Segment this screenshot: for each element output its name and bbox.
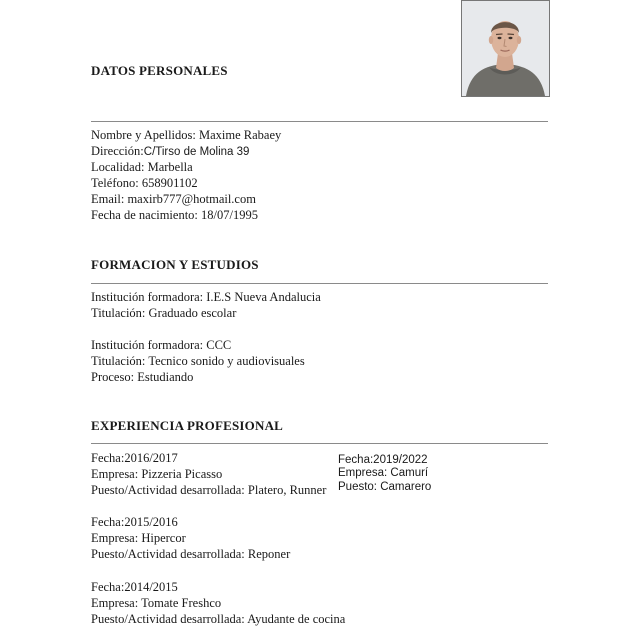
process-value: Estudiando — [137, 370, 194, 384]
education-degree-line — [91, 353, 305, 369]
company-value: Pizzeria Picasso — [141, 467, 223, 481]
institution-value: CCC — [206, 338, 232, 352]
personal-email-line — [91, 191, 256, 207]
dob-label: Fecha de nacimiento: — [91, 208, 198, 222]
section-heading-personal: DATOS PERSONALES — [91, 63, 228, 78]
divider-experience — [91, 443, 548, 444]
role-value: Camarero — [380, 481, 432, 493]
company-value: Camurí — [390, 467, 429, 479]
role-label: Puesto/Actividad desarrollada: — [91, 483, 245, 497]
experience-role-line — [91, 546, 290, 562]
profile-photo — [461, 0, 550, 97]
degree-label: Titulación: — [91, 354, 146, 368]
city-value: Marbella — [147, 160, 193, 174]
education-institution-line — [91, 289, 321, 305]
date-label: Fecha: — [338, 454, 374, 466]
experience-date-line — [91, 579, 178, 595]
phone-value: 658901102 — [141, 176, 198, 190]
city-label: Localidad: — [91, 160, 145, 174]
section-heading-experience: EXPERIENCIA PROFESIONAL — [91, 418, 284, 433]
role-value: Platero, Runner — [247, 483, 327, 497]
name-value: Maxime Rabaey — [198, 128, 282, 142]
degree-value: Tecnico sonido y audiovisuales — [148, 354, 305, 368]
degree-value: Graduado escolar — [148, 306, 237, 320]
experience-role-line — [338, 480, 431, 494]
date-value: 2019/2022 — [373, 454, 428, 466]
experience-role-line — [91, 482, 326, 498]
divider-education — [91, 283, 548, 284]
experience-date-line — [338, 453, 428, 467]
experience-company-line — [91, 595, 221, 611]
institution-label: Institución formadora: — [91, 338, 204, 352]
degree-label: Titulación: — [91, 306, 146, 320]
address-value: C/Tirso de Molina 39 — [143, 146, 250, 158]
personal-city-line — [91, 159, 193, 175]
experience-company-line — [91, 530, 186, 546]
role-label: Puesto/Actividad desarrollada: — [91, 547, 245, 561]
email-label: Email: — [91, 192, 125, 206]
experience-date-line — [91, 514, 178, 530]
company-label: Empresa: — [91, 596, 139, 610]
company-value: Tomate Freshco — [141, 596, 222, 610]
personal-address-line — [91, 143, 249, 160]
divider-personal — [91, 121, 548, 122]
company-label: Empresa: — [338, 467, 388, 479]
email-value: maxirb777@hotmail.com — [127, 192, 256, 206]
experience-role-line — [91, 611, 345, 627]
company-value: Hipercor — [141, 531, 186, 545]
name-label: Nombre y Apellidos: — [91, 128, 196, 142]
experience-company-line — [338, 466, 428, 480]
date-label: Fecha: — [91, 515, 125, 529]
date-value: 2015/2016 — [124, 515, 178, 529]
person-portrait-icon — [462, 1, 549, 96]
date-value: 2016/2017 — [124, 451, 178, 465]
role-label: Puesto/Actividad desarrollada: — [91, 612, 245, 626]
company-label: Empresa: — [91, 467, 139, 481]
personal-name-line — [91, 127, 281, 143]
experience-date-line — [91, 450, 178, 466]
education-institution-line — [91, 337, 231, 353]
role-label: Puesto: — [338, 481, 377, 493]
education-degree-line — [91, 305, 236, 321]
institution-label: Institución formadora: — [91, 290, 204, 304]
institution-value: I.E.S Nueva Andalucia — [206, 290, 321, 304]
phone-label: Teléfono: — [91, 176, 139, 190]
role-value: Ayudante de cocina — [247, 612, 346, 626]
date-value: 2014/2015 — [124, 580, 178, 594]
role-value: Reponer — [247, 547, 291, 561]
dob-value: 18/07/1995 — [201, 208, 258, 222]
date-label: Fecha: — [91, 580, 125, 594]
company-label: Empresa: — [91, 531, 139, 545]
section-heading-education: FORMACION Y ESTUDIOS — [91, 257, 259, 272]
experience-company-line — [91, 466, 222, 482]
process-label: Proceso: — [91, 370, 135, 384]
date-label: Fecha: — [91, 451, 125, 465]
personal-phone-line — [91, 175, 198, 191]
personal-dob-line — [91, 207, 258, 223]
education-process-line — [91, 369, 193, 385]
address-label: Dirección: — [91, 144, 144, 158]
